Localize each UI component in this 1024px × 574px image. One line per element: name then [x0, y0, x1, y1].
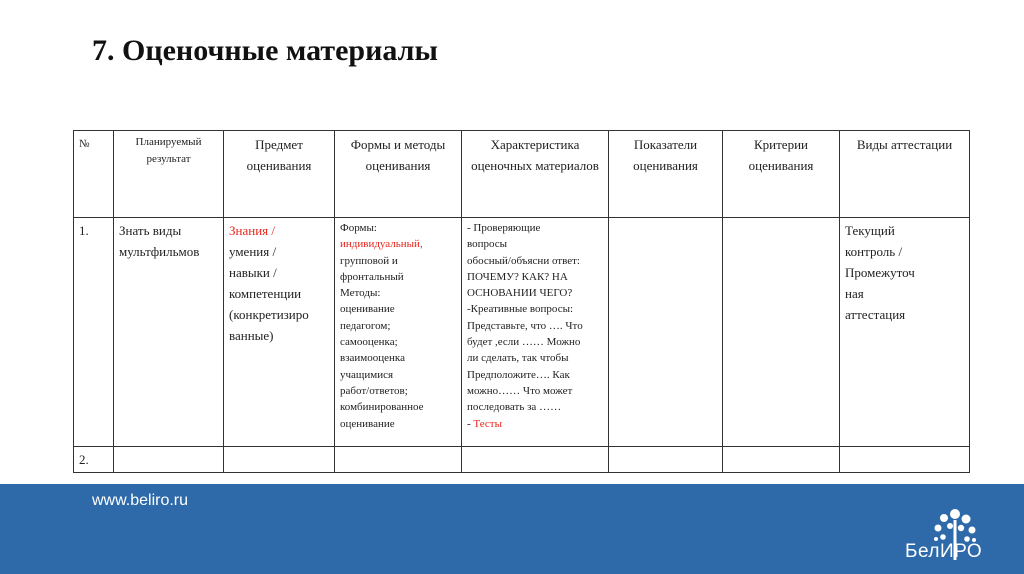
assessment-subject-cell: [224, 218, 335, 447]
empty-cell: [840, 447, 970, 473]
forms-line: учащимися: [340, 368, 394, 381]
header-forms-methods: Формы и методы оценивания: [335, 131, 462, 218]
materials-line: Предположите…. Как: [467, 368, 570, 381]
forms-line: групповой и: [340, 254, 398, 267]
forms-line: работ/ответов;: [340, 384, 408, 397]
forms-label: Формы:: [340, 222, 377, 234]
footer-bar: [0, 484, 1024, 574]
attestation-line: Промежуточ: [845, 265, 915, 280]
subject-line: (конкретизиро: [229, 307, 309, 322]
empty-cell: [462, 447, 609, 473]
tests-prefix: -: [467, 417, 474, 430]
materials-line: вопросы: [467, 238, 508, 251]
empty-cell: [114, 447, 224, 473]
attestation-line: контроль /: [845, 244, 903, 259]
forms-line: Методы:: [340, 287, 381, 300]
forms-line: взаимооценка: [340, 352, 405, 365]
row-number: 1.: [74, 218, 114, 447]
logo-text: БелИРО: [905, 541, 983, 562]
materials-description-cell: [462, 218, 609, 447]
materials-line: ПОЧЕМУ? КАК? НА: [467, 270, 568, 283]
website-link[interactable]: www.beliro.ru: [92, 492, 189, 509]
materials-line: -Креативные вопросы:: [467, 303, 574, 316]
forms-line: комбинированное: [340, 401, 424, 414]
materials-line: обосный/объясни ответ:: [467, 254, 580, 267]
materials-line: последовать за ……: [467, 401, 562, 414]
table-row: [74, 447, 970, 473]
header-criteria: Критерии оценивания: [723, 131, 840, 218]
header-number: №: [74, 131, 114, 218]
forms-line: педагогом;: [340, 319, 391, 332]
table-header-row: [74, 131, 970, 218]
forms-methods-cell: [335, 218, 462, 447]
forms-line: оценивание: [340, 303, 395, 316]
materials-line: будет ,если …… Можно: [467, 336, 581, 349]
subject-highlight: Знания /: [229, 223, 275, 238]
attestation-line: Текущий: [845, 223, 895, 238]
empty-cell: [609, 447, 723, 473]
header-indicators: Показатели оценивания: [609, 131, 723, 218]
materials-line: Представьте, что …. Что: [467, 319, 583, 332]
materials-line: ОСНОВАНИИ ЧЕГО?: [467, 287, 573, 300]
assessment-table: [73, 130, 970, 473]
forms-line: оценивание: [340, 417, 395, 430]
planned-result-cell: Знать виды мультфильмов: [114, 218, 224, 447]
table-row: [74, 218, 970, 447]
row-number: 2.: [74, 447, 114, 473]
forms-line: самооценка;: [340, 336, 398, 349]
empty-cell: [335, 447, 462, 473]
attestation-line: аттестация: [845, 307, 906, 322]
forms-highlight: индивидуальный,: [340, 238, 423, 251]
forms-line: фронтальный: [340, 270, 404, 283]
materials-line: - Проверяющие: [467, 222, 541, 234]
slide-title: 7. Оценочные материалы: [92, 34, 438, 67]
tree-logo-icon: [900, 506, 1010, 574]
subject-line: ванные): [229, 328, 274, 343]
attestation-line: ная: [845, 286, 864, 301]
subject-line: навыки /: [229, 265, 277, 280]
header-planned-result: Планируемый результат: [114, 131, 224, 218]
empty-cell: [723, 447, 840, 473]
materials-line: можно…… Что может: [467, 384, 573, 397]
empty-cell: [224, 447, 335, 473]
subject-line: компетенции: [229, 286, 302, 301]
criteria-cell: [723, 218, 840, 447]
materials-line: ли сделать, так чтобы: [467, 352, 569, 365]
materials-tests-line: [467, 416, 603, 432]
attestation-cell: [840, 218, 970, 447]
header-materials-description: Характеристика оценочных материалов: [462, 131, 609, 218]
indicators-cell: [609, 218, 723, 447]
header-attestation-types: Виды аттестации: [840, 131, 970, 218]
tests-highlight: Тесты: [473, 417, 502, 430]
subject-line: умения /: [229, 244, 277, 259]
header-assessment-subject: Предмет оценивания: [224, 131, 335, 218]
